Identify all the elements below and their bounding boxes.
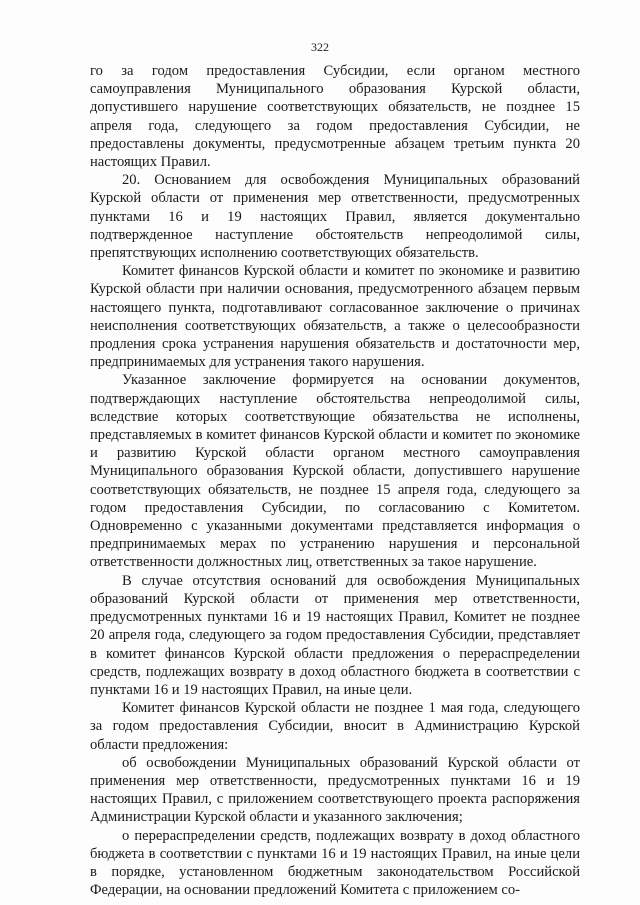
paragraph-no-grounds: В случае отсутствия оснований для освобождения Муниципальных образований Курской области от применения мер ответственности, предусмотренных пунктами 16 и 19 настоящих Правил, Комитет не позднее 20 апреля года, следующего за годом предоставления Субсидии, представляет в комитет финансов Курской области предложения о перераспределении средств, подлежащих возврату в доход областного бюджета в соответствии с пунктами 16 и 19 настоящих Правил, на иные цели. bbox=[90, 572, 580, 698]
paragraph-continuation: го за годом предоставления Субсидии, если органом местного самоуправления Муниципального образования Курской области, допустившего нарушение соответствующих обязательств, не позднее 15 апреля года, следующего за годом предоставления Субсидии, не предоставлены документы, предусмотренные абзацем третьим пункта 20 настоящих Правил. bbox=[90, 63, 580, 171]
paragraph-exemption-proposal: об освобождении Муниципальных образований Курской области от применения мер ответственности, предусмотренных пунктами 16 и 19 настоящих Правил, с приложением соответствующего проекта распоряжения Администрации Курской области и указанного заключения; bbox=[90, 754, 580, 826]
paragraph-conclusion-basis: Указанное заключение формируется на основании документов, подтверждающих наступление обстоятельства непреодолимой силы, вследствие которых соответствующие обязательства не исполнены, представляемых в комитет финансов Курской области и комитет по экономике и развитию Курской области органом местного самоуправления Муниципального образования Курской области, допустившего нарушение соответствующих обязательств, не позднее 15 апреля года, следующего за годом предоставления Субсидии, по согласованию с Комитетом. Одновременно с указанными документами представляется информация о предпринимаемых мерах по устранению нарушения и персональной ответственности должностных лиц, ответственных за такое нарушение. bbox=[90, 372, 580, 571]
paragraph-clause-20: 20. Основанием для освобождения Муниципальных образований Курской области от применения мер ответственности, предусмотренных пунктами 16 и 19 настоящих Правил, является документально подтвержденное наступление обстоятельств непреодолимой силы, препятствующих исполнению соответствующих обязательств. bbox=[90, 172, 580, 262]
paragraph-finance-committee: Комитет финансов Курской области не позднее 1 мая года, следующего за годом предоставления Субсидии, вносит в Администрацию Курской области предложения: bbox=[90, 700, 580, 753]
paragraph-redistribution-proposal: о перераспределении средств, подлежащих возврату в доход областного бюджета в соответствии с пунктами 16 и 19 настоящих Правил, на иные цели в порядке, установленном бюджетным законодательством Российской Федерации, на основании предложений Комитета с приложением со- bbox=[90, 827, 580, 899]
paragraph-conclusion-preparation: Комитет финансов Курской области и комитет по экономике и развитию Курской области при наличии основания, предусмотренного абзацем первым настоящего пункта, подготавливают согласованное заключение о причинах неисполнения соответствующих обязательств, а также о целесообразности продления срока устранения нарушения обязательств и достаточности мер, предпринимаемых для устранения такого нарушения. bbox=[90, 263, 580, 371]
document-body bbox=[90, 62, 580, 899]
page-number: 322 bbox=[311, 40, 329, 54]
